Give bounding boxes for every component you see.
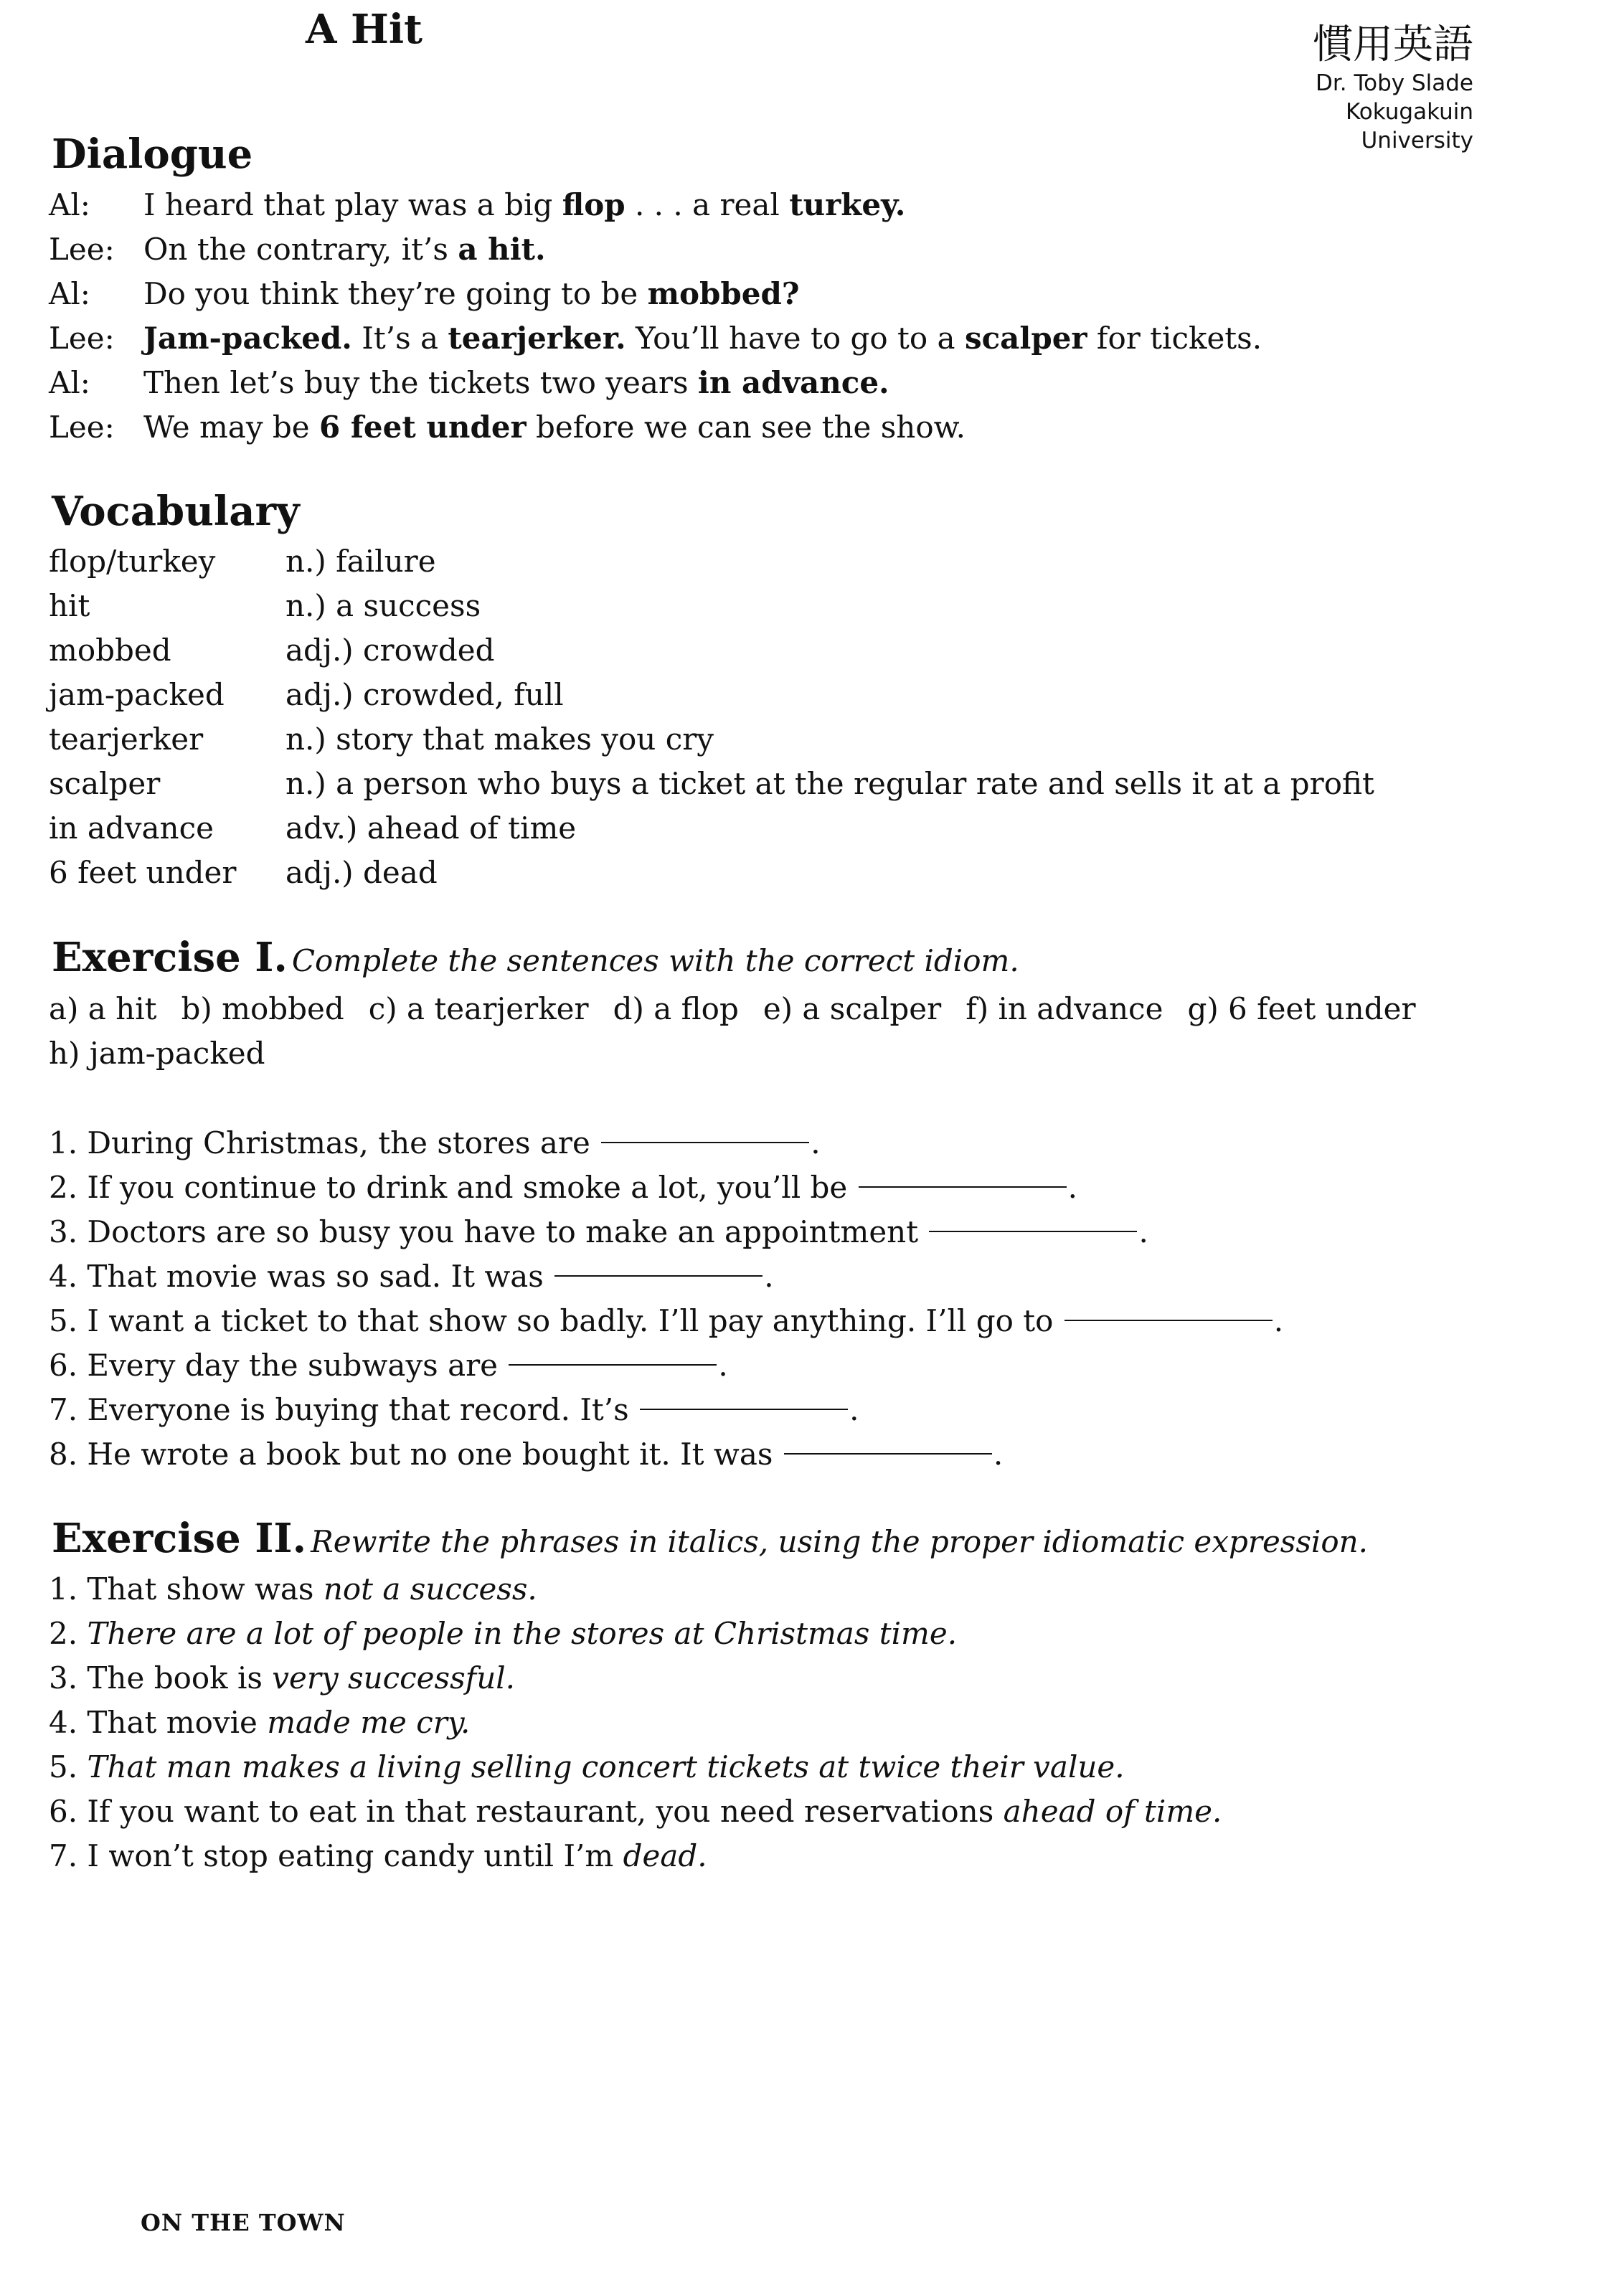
item-text: 4. That movie was so sad. It was [49, 1259, 554, 1294]
dialogue-line [49, 272, 1262, 316]
answer-blank[interactable] [784, 1452, 992, 1455]
answer-blank[interactable] [554, 1274, 763, 1277]
item-text: 3. Doctors are so busy you have to make an appointment [49, 1214, 928, 1249]
dialogue-heading: Dialogue [52, 131, 253, 178]
item-end: . [849, 1392, 859, 1427]
vocab-term: mobbed [49, 633, 171, 668]
exercise-2-item [49, 1834, 1222, 1878]
exercise-1-options [49, 987, 1440, 1076]
idiom-text: a hit. [458, 232, 546, 267]
vocab-item [49, 851, 1374, 895]
item-end: . [1273, 1303, 1284, 1338]
exercise-2-item [49, 1567, 1222, 1612]
course-name: 慣用英語 [1313, 22, 1473, 68]
vocab-term: scalper [49, 766, 161, 801]
exercise-1-item [49, 1388, 1283, 1432]
line-text: We may be [143, 410, 319, 445]
vocab-definition: adj.) dead [285, 855, 438, 890]
footer-text: ON THE TOWN [141, 2209, 346, 2236]
course-credit [1313, 22, 1473, 155]
exercise-2-item [49, 1745, 1222, 1789]
answer-blank[interactable] [640, 1407, 848, 1410]
exercise-2-item [49, 1656, 1222, 1701]
exercise-1-title: Exercise I. [52, 934, 288, 981]
answer-option: e) a scalper [763, 991, 942, 1026]
item-text: 2. If you continue to drink and smoke a lot, you’ll be [49, 1170, 857, 1205]
line-text: Do you think they’re going to be [143, 276, 648, 311]
institution-line-1: Kokugakuin [1346, 99, 1473, 125]
vocabulary-list [49, 539, 1374, 895]
answer-option: f) in advance [966, 991, 1163, 1026]
italic-phrase: That man makes a living selling concert tickets at twice their value. [87, 1749, 1125, 1784]
vocab-definition: adv.) ahead of time [285, 810, 577, 846]
speaker-label: Lee: [49, 321, 115, 356]
answer-blank[interactable] [509, 1363, 717, 1366]
italic-phrase: made me cry. [267, 1705, 471, 1740]
line-text: I heard that play was a big [143, 187, 562, 222]
dialogue-line [49, 316, 1262, 361]
item-end: . [1067, 1170, 1077, 1205]
item-text: 7. I won’t stop eating candy until I’m [49, 1838, 623, 1873]
dialogue-line [49, 227, 1262, 272]
item-text: 1. During Christmas, the stores are [49, 1125, 600, 1160]
item-end: . [764, 1259, 774, 1294]
item-text: 6. Every day the subways are [49, 1348, 508, 1383]
idiom-text: 6 feet under [319, 410, 527, 445]
vocab-term: in advance [49, 810, 214, 846]
idiom-text: in advance. [697, 365, 889, 400]
answer-option: a) a hit [49, 991, 157, 1026]
answer-blank[interactable] [1064, 1318, 1273, 1321]
exercise-1-item [49, 1121, 1283, 1165]
line-text: Then let’s buy the tickets two years [143, 365, 698, 400]
exercise-1-item [49, 1299, 1283, 1343]
exercise-2-item [49, 1612, 1222, 1656]
vocab-definition: adj.) crowded [285, 633, 495, 668]
exercise-1-list [49, 1121, 1283, 1477]
vocab-term: 6 feet under [49, 855, 237, 890]
answer-option: h) jam-packed [49, 1036, 265, 1071]
item-end: . [811, 1125, 821, 1160]
dialogue-line [49, 405, 1262, 450]
answer-blank[interactable] [859, 1185, 1067, 1188]
item-text: 2. [49, 1616, 88, 1651]
answer-option: d) a flop [613, 991, 739, 1026]
answer-option: b) mobbed [181, 991, 344, 1026]
vocab-definition: n.) story that makes you cry [285, 722, 714, 757]
idiom-text: turkey. [789, 187, 906, 222]
vocab-item [49, 539, 1374, 584]
item-end: . [1138, 1214, 1148, 1249]
line-text: On the contrary, it’s [143, 232, 458, 267]
italic-phrase: ahead of time. [1003, 1794, 1222, 1829]
item-end: . [718, 1348, 728, 1383]
exercise-1-item [49, 1210, 1283, 1254]
answer-blank[interactable] [601, 1140, 809, 1143]
vocab-item [49, 673, 1374, 717]
answer-option: g) 6 feet under [1187, 991, 1416, 1026]
line-text: for tickets. [1087, 321, 1262, 356]
item-text: 8. He wrote a book but no one bought it. It was [49, 1437, 783, 1472]
vocab-item [49, 717, 1374, 762]
italic-phrase: dead. [623, 1838, 707, 1873]
options-row [49, 1031, 1440, 1076]
exercise-1-item [49, 1343, 1283, 1388]
italic-phrase: There are a lot of people in the stores at Christmas time. [87, 1616, 958, 1651]
line-text: It’s a [351, 321, 448, 356]
item-text: 1. That show was [49, 1571, 324, 1607]
exercise-2-item [49, 1789, 1222, 1834]
speaker-label: Al: [49, 276, 90, 311]
exercise-1-instruction: Complete the sentences with the correct idiom. [291, 943, 1019, 978]
dialogue-list [49, 183, 1262, 450]
vocab-definition: adj.) crowded, full [285, 677, 564, 712]
options-row [49, 987, 1440, 1031]
exercise-2-heading [52, 1515, 1368, 1562]
vocab-definition: n.) a person who buys a ticket at the regular rate and sells it at a profit [285, 766, 1374, 801]
exercise-2-title: Exercise II. [52, 1515, 307, 1562]
exercise-2-item [49, 1701, 1222, 1745]
line-text: You’ll have to go to a [625, 321, 965, 356]
vocabulary-heading: Vocabulary [52, 488, 300, 535]
idiom-text: Jam-packed. [143, 321, 352, 356]
vocab-item [49, 806, 1374, 851]
vocab-definition: n.) failure [285, 544, 436, 579]
speaker-label: Lee: [49, 410, 115, 445]
item-end: . [993, 1437, 1004, 1472]
line-text: . . . a real [625, 187, 790, 222]
item-text: 6. If you want to eat in that restaurant, you need reservations [49, 1794, 1004, 1829]
item-text: 4. That movie [49, 1705, 268, 1740]
vocab-term: hit [49, 588, 90, 623]
exercise-1-item [49, 1254, 1283, 1299]
speaker-label: Al: [49, 187, 90, 222]
speaker-label: Lee: [49, 232, 115, 267]
page-title: A Hit [306, 6, 422, 53]
exercise-1-item [49, 1165, 1283, 1210]
vocab-item [49, 628, 1374, 673]
exercise-2-list [49, 1567, 1222, 1878]
idiom-text: scalper [964, 321, 1087, 356]
exercise-1-heading [52, 934, 1019, 981]
vocab-term: flop/turkey [49, 544, 216, 579]
vocab-definition: n.) a success [285, 588, 481, 623]
italic-phrase: very successful. [272, 1660, 516, 1696]
dialogue-line [49, 183, 1262, 227]
idiom-text: mobbed? [647, 276, 800, 311]
vocab-item [49, 584, 1374, 628]
vocab-term: tearjerker [49, 722, 204, 757]
idiom-text: tearjerker. [448, 321, 626, 356]
institution-line-2: University [1361, 128, 1473, 153]
italic-phrase: not a success. [323, 1571, 537, 1607]
author-name: Dr. Toby Slade [1315, 70, 1473, 96]
line-text: before we can see the show. [526, 410, 966, 445]
item-text: 7. Everyone is buying that record. It’s [49, 1392, 639, 1427]
vocab-item [49, 762, 1374, 806]
dialogue-line [49, 361, 1262, 405]
item-text: 3. The book is [49, 1660, 273, 1696]
exercise-2-instruction: Rewrite the phrases in italics, using the proper idiomatic expression. [311, 1524, 1369, 1559]
item-text: 5. [49, 1749, 88, 1784]
answer-option: c) a tearjerker [368, 991, 589, 1026]
item-text: 5. I want a ticket to that show so badly. I’ll pay anything. I’ll go to [49, 1303, 1063, 1338]
speaker-label: Al: [49, 365, 90, 400]
exercise-1-item [49, 1432, 1283, 1477]
vocab-term: jam-packed [49, 677, 225, 712]
answer-blank[interactable] [929, 1229, 1137, 1232]
idiom-text: flop [562, 187, 625, 222]
